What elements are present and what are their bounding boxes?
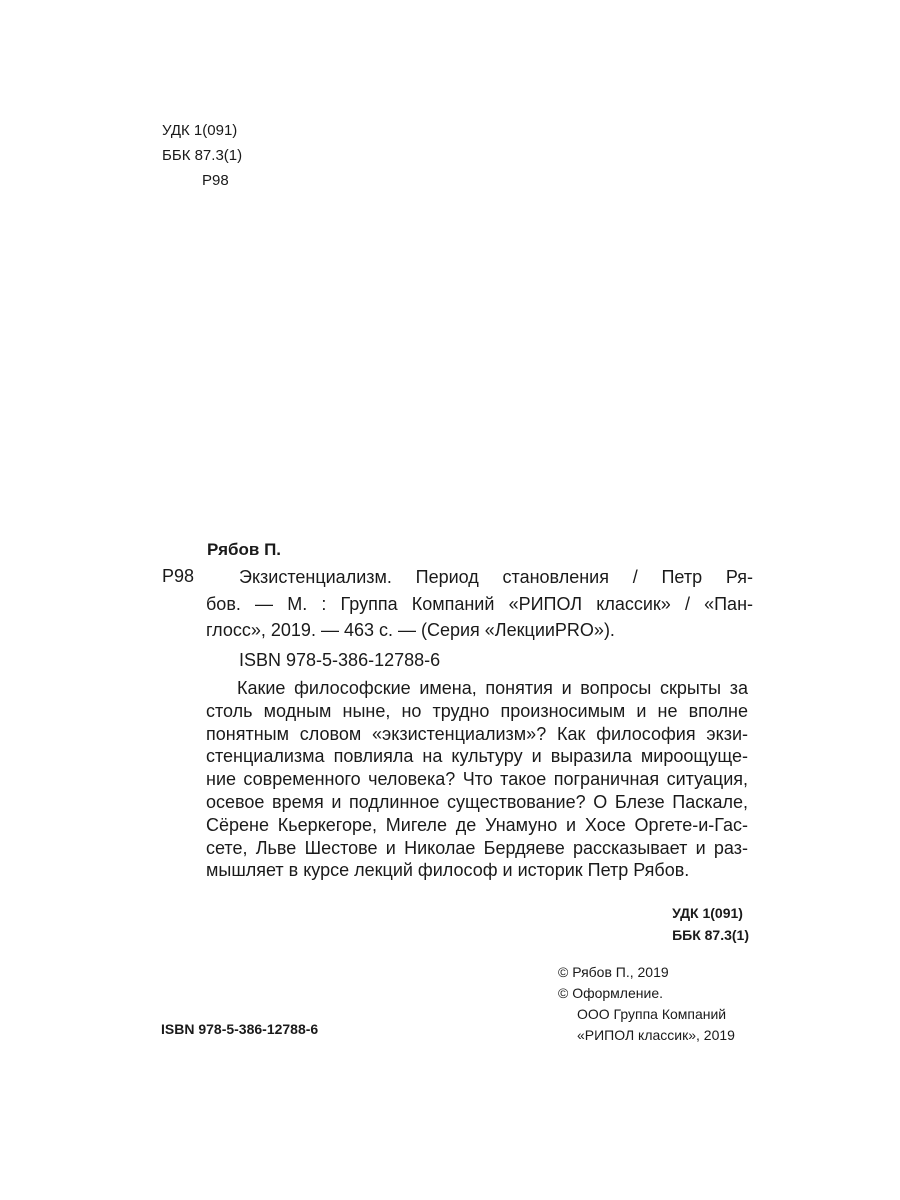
bbk-code: ББК 87.3(1) (162, 147, 243, 164)
classification-codes-right (672, 902, 749, 946)
author-sign-code: Р98 (202, 172, 229, 189)
author-sign: Р98 (162, 566, 195, 586)
annotation-line: Какие философские имена, понятия и вопросы скрыты за (237, 678, 748, 698)
bibliographic-description (206, 564, 753, 644)
annotation-line: ние современного человека? Что такое пограничная ситуация, (206, 769, 748, 790)
top-classification-codes (162, 118, 242, 193)
copyright-block (558, 962, 735, 1046)
copyright-line: © Оформление. (558, 985, 663, 1001)
annotation-line: осевое время и подлинное существование? О Блезе Паскале, (206, 791, 748, 812)
bib-line: Экзистенциализм. Период становления / Петр Ря- (239, 567, 753, 587)
annotation (206, 677, 748, 882)
bib-line: глосс», 2019. — 463 с. — (Серия «ЛекцииPRO»). (206, 620, 615, 640)
isbn-bottom: ISBN 978-5-386-12788-6 (161, 1021, 319, 1037)
annotation-line: мышляет в курсе лекций философ и историк Петр Рябов. (206, 860, 690, 881)
annotation-line: столь модным ныне, но трудно произносимым и не вполне (206, 700, 748, 721)
copyright-line: ООО Группа Компаний (577, 1006, 727, 1022)
udk-code-right: УДК 1(091) (672, 905, 743, 921)
copyright-line: © Рябов П., 2019 (558, 964, 669, 980)
annotation-line: сете, Льве Шестове и Николае Бердяеве рассказывает и раз- (206, 837, 748, 858)
isbn-entry: ISBN 978-5-386-12788-6 (239, 650, 441, 670)
bbk-code-right: ББК 87.3(1) (672, 927, 749, 943)
author-name: Рябов П. (207, 540, 282, 559)
annotation-line: стенциализма повлияла на культуру и выразила мироощуще- (206, 746, 748, 767)
copyright-line: «РИПОЛ классик», 2019 (577, 1027, 735, 1043)
bib-line: бов. — М. : Группа Компаний «РИПОЛ классик» / «Пан- (206, 593, 753, 614)
annotation-line: Сёрене Кьеркегоре, Мигеле де Унамуно и Хосе Оргете-и-Гас- (206, 814, 748, 835)
udk-code: УДК 1(091) (162, 122, 238, 139)
annotation-line: понятным словом «экзистенциализм»? Как философия экзи- (206, 723, 748, 744)
